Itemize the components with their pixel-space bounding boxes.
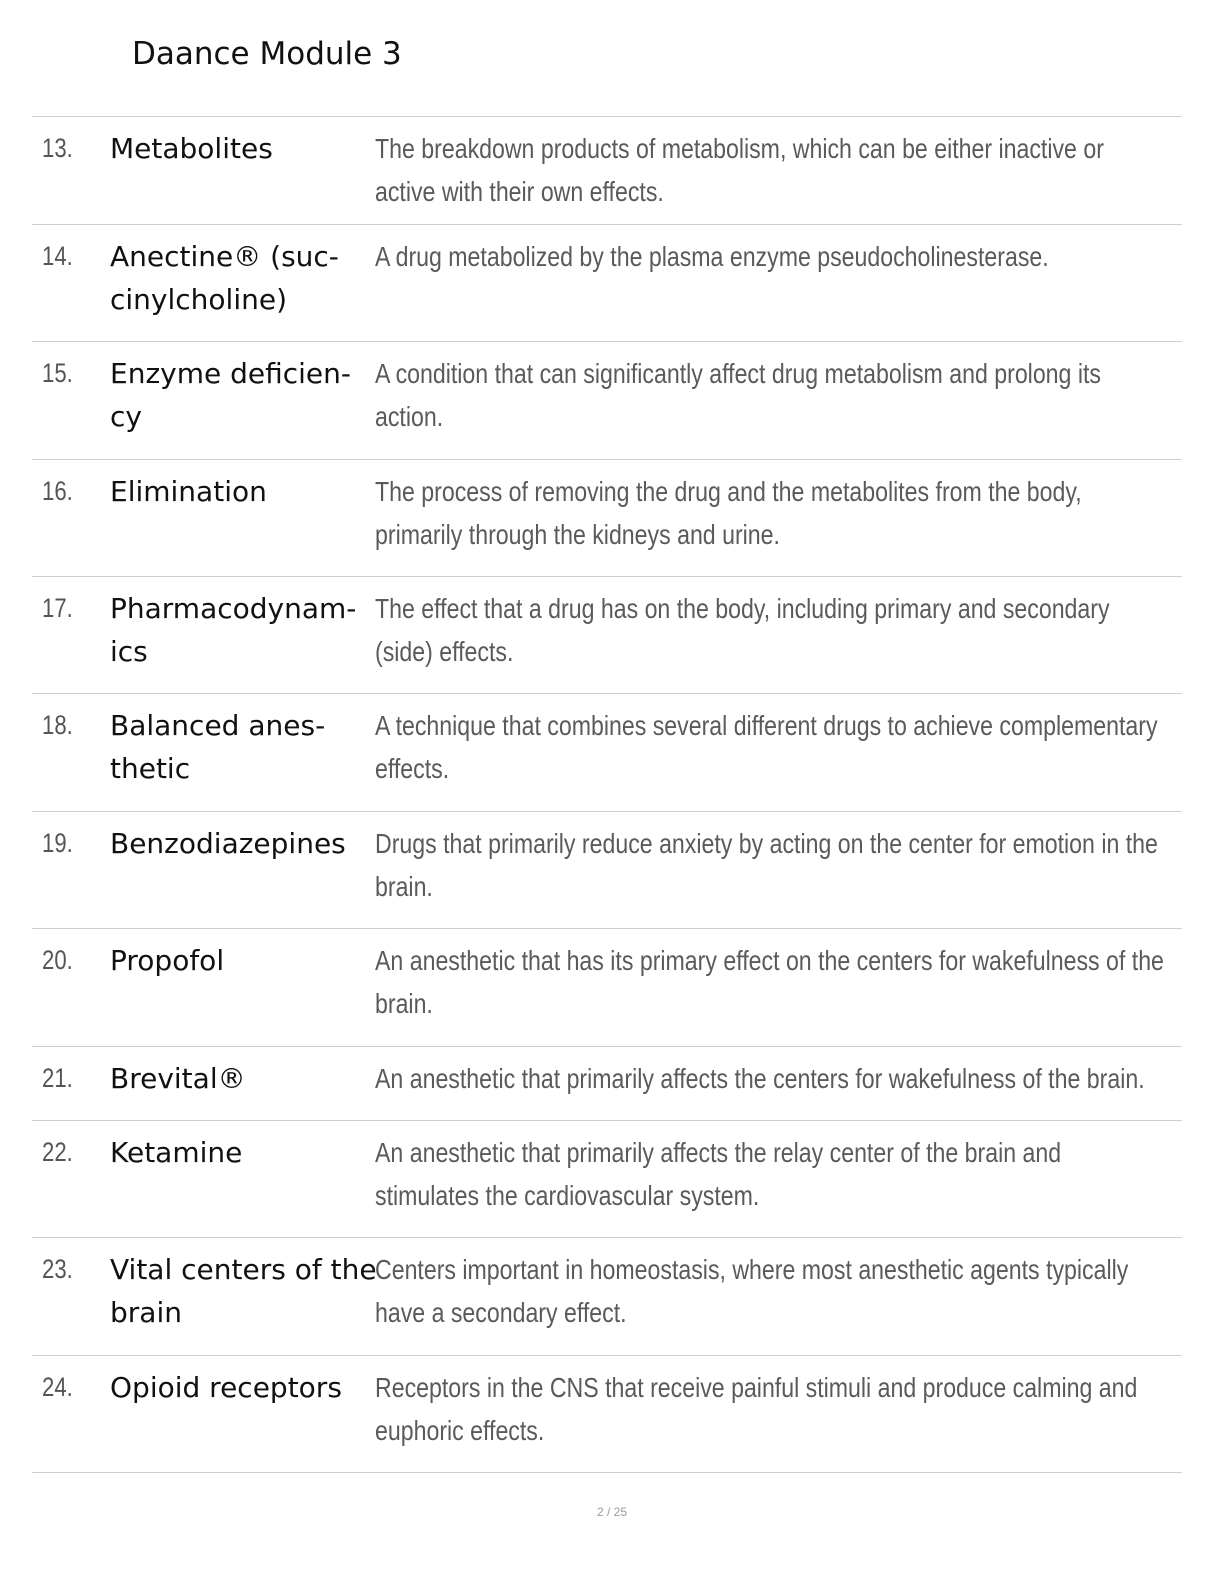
item-term: Enzyme deficien- cy [110,357,351,433]
item-number: 19. [42,828,73,858]
item-definition: The process of removing the drug and the metabolites from the body, primarily through the kidneys and urine. [375,476,1082,550]
item-term: Vital centers of the brain [110,1253,377,1329]
item-definition: A condition that can significantly affect drug metabolism and prolong its action. [375,358,1101,432]
list-item [32,225,1182,342]
item-number: 21. [42,1063,73,1093]
item-term: Pharmacodynam- ics [110,592,357,668]
definitions-list [32,116,1182,1473]
item-definition: Drugs that primarily reduce anxiety by acting on the center for emotion in the brain. [375,828,1158,902]
page-number: 2 / 25 [596,1505,628,1519]
item-term: Benzodiazepines [110,827,346,860]
item-term: Elimination [110,475,267,508]
item-term: Anectine® (suc- cinylcholine) [110,240,339,316]
item-number: 18. [42,710,73,740]
list-item [32,117,1182,225]
item-definition: A technique that combines several different drugs to achieve complementary effects. [375,710,1158,784]
item-term: Ketamine [110,1136,243,1169]
list-item [32,1356,1182,1473]
item-definition: An anesthetic that has its primary effect on the centers for wakefulness of the brain. [375,945,1164,1019]
item-term: Brevital® [110,1062,246,1095]
item-number: 13. [42,133,73,163]
list-item [32,342,1182,460]
item-definition: Receptors in the CNS that receive painful stimuli and produce calming and euphoric effects. [375,1372,1138,1446]
item-term: Balanced anes- thetic [110,709,326,785]
item-number: 16. [42,476,73,506]
list-item [32,812,1182,929]
list-item [32,694,1182,812]
item-term: Opioid receptors [110,1371,342,1404]
item-definition: The breakdown products of metabolism, which can be either inactive or active with their own effects. [375,133,1104,207]
item-number: 23. [42,1254,73,1284]
list-item [32,1121,1182,1238]
item-number: 24. [42,1372,73,1402]
list-item [32,1047,1182,1121]
item-number: 20. [42,945,73,975]
item-definition: An anesthetic that primarily affects the relay center of the brain and stimulates the cardiovascular system. [375,1137,1062,1211]
item-definition: Centers important in homeostasis, where most anesthetic agents typically have a secondary effect. [375,1254,1129,1328]
item-number: 14. [42,241,73,271]
list-item [32,577,1182,694]
item-number: 15. [42,358,73,388]
item-term: Metabolites [110,132,273,165]
list-item [32,929,1182,1047]
item-term: Propofol [110,944,225,977]
item-definition: An anesthetic that primarily affects the centers for wakefulness of the brain. [375,1063,1145,1094]
list-item [32,1238,1182,1356]
item-definition: A drug metabolized by the plasma enzyme pseudocholinesterase. [375,241,1049,272]
item-definition: The effect that a drug has on the body, including primary and secondary (side) effects. [375,593,1110,667]
item-number: 17. [42,593,73,623]
item-number: 22. [42,1137,73,1167]
page-title: Daance Module 3 [132,36,402,72]
list-item [32,460,1182,577]
